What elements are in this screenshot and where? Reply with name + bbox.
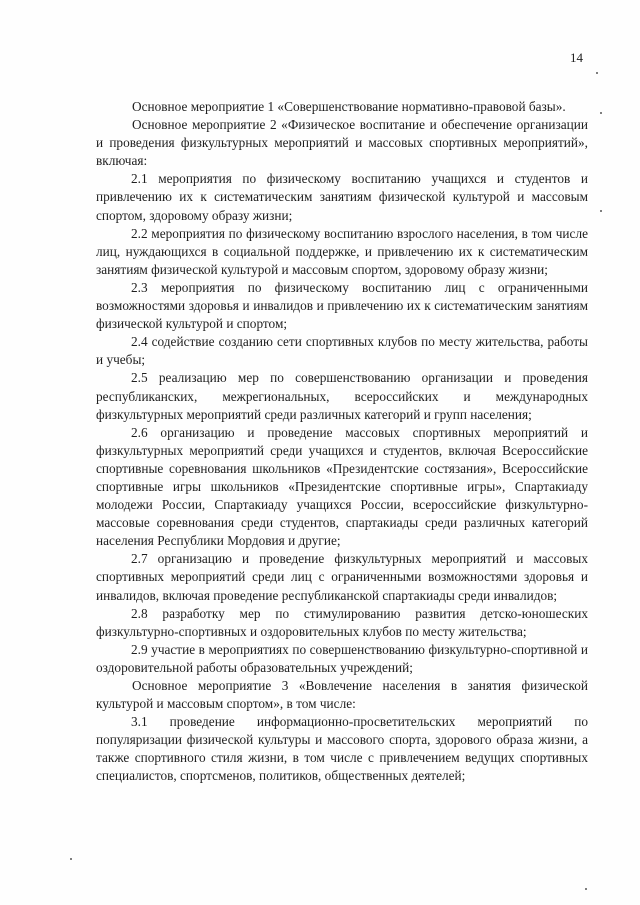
paragraph-item-3-1: 3.1 проведение информационно-просветительских мероприятий по популяризации физической культуры и массового спорта, здорового образа жизни, а также спортивного стиля жизни, в том числе с привлечением ведущих спортивных специалистов, спортсменов, политиков, общественных деятелей; <box>96 714 588 784</box>
paragraph-item-2-7: 2.7 организацию и проведение физкультурных мероприятий и массовых спортивных мероприятий среди лиц с ограниченными возможностями здоровья и инвалидов, включая проведение республиканской спартакиады среди инвалидов; <box>96 551 588 603</box>
paragraph-item-2-5: 2.5 реализацию мер по совершенствованию организации и проведения республиканских, межрегиональных, всероссийских и международных физкультурных мероприятий среди различных категорий и групп населения; <box>96 370 588 422</box>
paragraph-item-2-9: 2.9 участие в мероприятиях по совершенствованию физкультурно-спортивной и оздоровительной работы образовательных учреждений; <box>96 641 588 675</box>
paragraph-main-event-1: Основное мероприятие 1 «Совершенствование нормативно-правовой базы». <box>132 99 566 114</box>
paragraph-main-event-3: Основное мероприятие 3 «Вовлечение населения в занятия физической культурой и массовым спортом», в том числе: <box>96 678 588 712</box>
paragraph-item-2-1: 2.1 мероприятия по физическому воспитанию учащихся и студентов и привлечению их к систематическим занятиям физической культурой и массовым спортом, здоровому образу жизни; <box>96 171 588 223</box>
scan-speck <box>585 888 587 890</box>
paragraph-item-2-6: 2.6 организацию и проведение массовых спортивных мероприятий и физкультурных мероприятий среди учащихся и студентов, включая Всероссийские спортивные соревнования школьников «Президентские состязания», Всероссийские спортивные игры школьников «Президентские спортивные игры», Спартакиаду молодежи России, Спартакиаду учащихся России, всероссийские физкультурно-массовые соревнования среди студентов, спартакиады среди различных категорий населения Республики Мордовия и другие; <box>96 424 588 549</box>
document-body <box>96 98 588 786</box>
scan-speck <box>596 72 598 74</box>
paragraph-item-2-3: 2.3 мероприятия по физическому воспитанию лиц с ограниченными возможностями здоровья и инвалидов и привлечению их к систематическим занятиям физической культурой и спортом; <box>96 279 588 332</box>
paragraph-main-event-2: Основное мероприятие 2 «Физическое воспитание и обеспечение организации и проведения физкультурных мероприятий и массовых спортивных мероприятий», включая: <box>96 117 588 169</box>
scan-speck <box>600 112 602 114</box>
scan-speck <box>70 858 72 860</box>
paragraph-item-2-8: 2.8 разработку мер по стимулированию развития детско-юношеских физкультурно-спортивных и оздоровительных клубов по месту жительства; <box>96 605 588 639</box>
scan-speck <box>600 210 602 212</box>
paragraph-item-2-4: 2.4 содействие созданию сети спортивных клубов по месту жительства, работы и учебы; <box>96 334 588 368</box>
paragraph-item-2-2: 2.2 мероприятия по физическому воспитанию взрослого населения, в том числе лиц, нуждающихся в социальной поддержке, и привлечению их к систематическим занятиям физической культурой и массовым спортом, здоровому образу жизни; <box>96 225 588 277</box>
page-number: 14 <box>570 50 583 65</box>
